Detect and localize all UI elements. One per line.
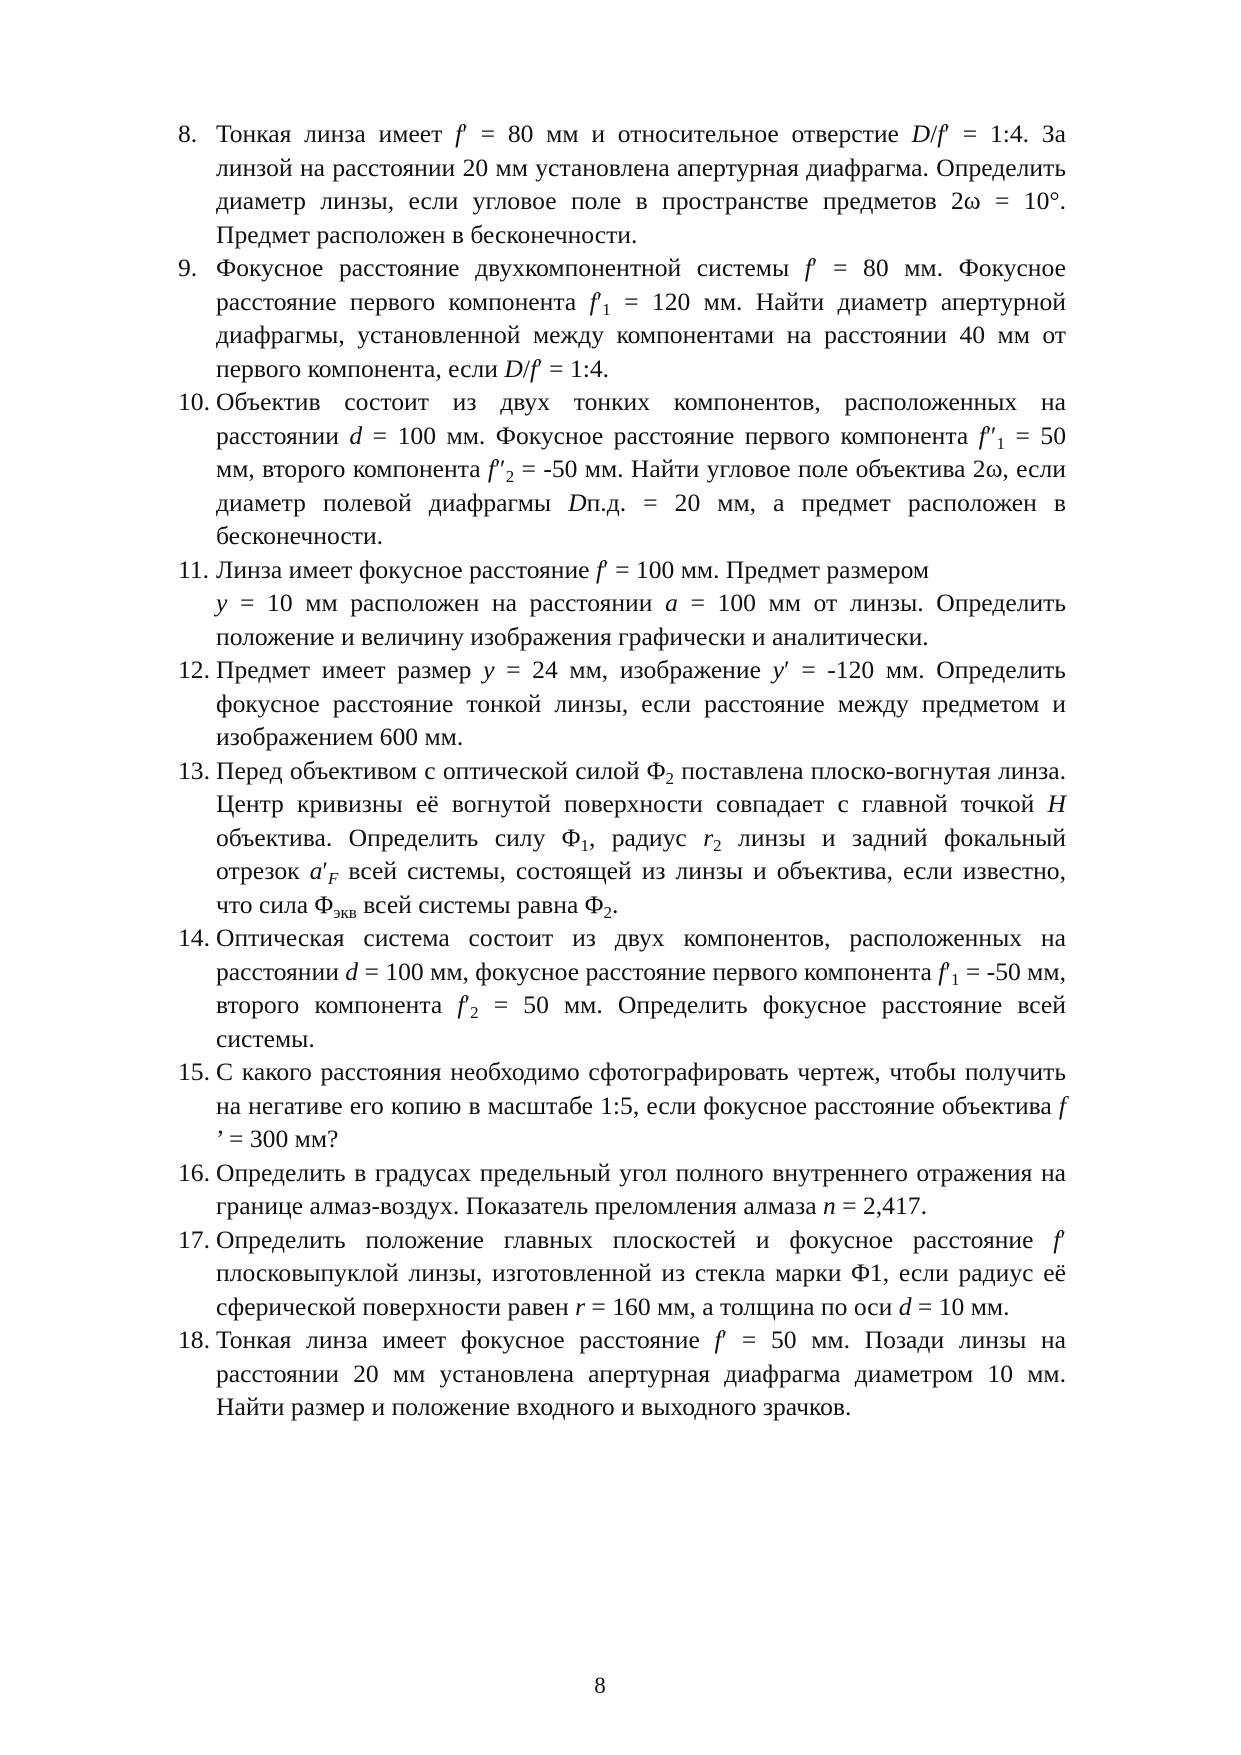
problem-list <box>178 117 1066 1424</box>
problem-item <box>178 1323 1066 1424</box>
problem-number: 16. <box>178 1157 210 1187</box>
problem-text: Перед объективом с оптической силой $\Phi_2$ поставлена плоско-вогнутая линза. Центр кривизны её вогнутой поверхности совпадает с главной точкой H объектива. Определить силу $\Phi_1$, радиус $r_2$ линзы и задний фокальный отрезок $a'_F$ всей системы, состоящей из линзы и объектива, если известно, что сила $\Phi_{экв}$ всей системы равна $\Phi_2$. <box>216 755 1067 922</box>
problem-number: 9. <box>178 253 198 282</box>
problem-item <box>178 1055 1066 1156</box>
problem-number: 14. <box>178 923 210 952</box>
problem-text: Фокусное расстояние двухкомпонентной системы f′ = 80 мм. Фокусное расстояние первого компонента $f'_1 = 120$ мм. Найти диаметр апертурной диафрагмы, установленной между компонентами на расстоянии 40 мм от первого компонента, если D/f′ = 1:4. <box>216 253 1066 383</box>
problem-text: Объектив состоит из двух тонких компонентов, расположенных на расстоянии d = 100 мм. Фокусное расстояние первого компонента $f''_1 = 50$ мм, второго компонента $f''_2 = -50$ мм. Найти угловое поле объектива 2ω, если диаметр полевой диафрагмы Dп.д. = 20 мм, а предмет расположен в бесконечности. <box>216 387 1066 550</box>
problem-text: Определить положение главных плоскостей и фокусное расстояние f′ плосковыпуклой линзы, изготовленной из стекла марки Φ1, если радиус её сферической поверхности равен r = 160 мм, а толщина по оси d = 10 мм. <box>216 1224 1066 1321</box>
problem-item <box>178 754 1066 922</box>
problem-number: 11. <box>178 554 210 584</box>
problem-text: Предмет имеет размер y = 24 мм, изображение y′ = -120 мм. Определить фокусное расстояние тонкой линзы, если расстояние между предметом и изображением 600 мм. <box>216 655 1066 751</box>
problem-text: С какого расстояния необходимо сфотографировать чертеж, чтобы получить на негативе его копию в масштабе 1:5, если фокусное расстояние объектива f ’ = 300 мм? <box>216 1057 1066 1153</box>
problem-number: 18. <box>178 1325 210 1354</box>
problem-number: 8. <box>178 119 198 148</box>
problem-item <box>178 1156 1066 1223</box>
problem-number: 12. <box>178 655 210 684</box>
problem-text: Оптическая система состоит из двух компонентов, расположенных на расстоянии d = 100 мм, фокусное расстояние первого компонента $f'_1 = -50$ мм, второго компонента $f'_2 = 50$ мм. Определить фокусное расстояние всей системы. <box>216 923 1066 1053</box>
problem-item <box>178 653 1066 754</box>
problem-number: 13. <box>178 755 210 785</box>
problem-item <box>178 251 1066 385</box>
problem-text: Тонкая линза имеет фокусное расстояние f′ = 50 мм. Позади линзы на расстоянии 20 мм установлена апертурная диафрагма диаметром 10 мм. Найти размер и положение входного и выходного зрачков. <box>216 1325 1066 1421</box>
problem-text: Тонкая линза имеет f′ = 80 мм и относительное отверстие D/f′ = 1:4. За линзой на расстоянии 20 мм установлена апертурная диафрагма. Определить диаметр линзы, если угловое поле в пространстве предметов 2ω = 10°. Предмет расположен в бесконечности. <box>216 119 1067 249</box>
problem-item <box>178 921 1066 1055</box>
problem-number: 17. <box>178 1224 210 1254</box>
problem-text: Линза имеет фокусное расстояние f′ = 100 мм. Предмет размером y = 10 мм расположен на расстоянии a = 100 мм от линзы. Определить положение и величину изображения графически и аналитически. <box>216 554 1067 651</box>
problem-item <box>178 117 1066 251</box>
problem-item <box>178 553 1066 654</box>
problem-item <box>178 1223 1066 1324</box>
problem-item <box>178 385 1066 553</box>
problem-text: Определить в градусах предельный угол полного внутреннего отражения на границе алмаз-воздух. Показатель преломления алмаза n = 2,417. <box>216 1157 1066 1220</box>
problem-number: 10. <box>178 387 210 416</box>
problem-number: 15. <box>178 1057 210 1086</box>
page-number: 8 <box>594 1673 606 1698</box>
